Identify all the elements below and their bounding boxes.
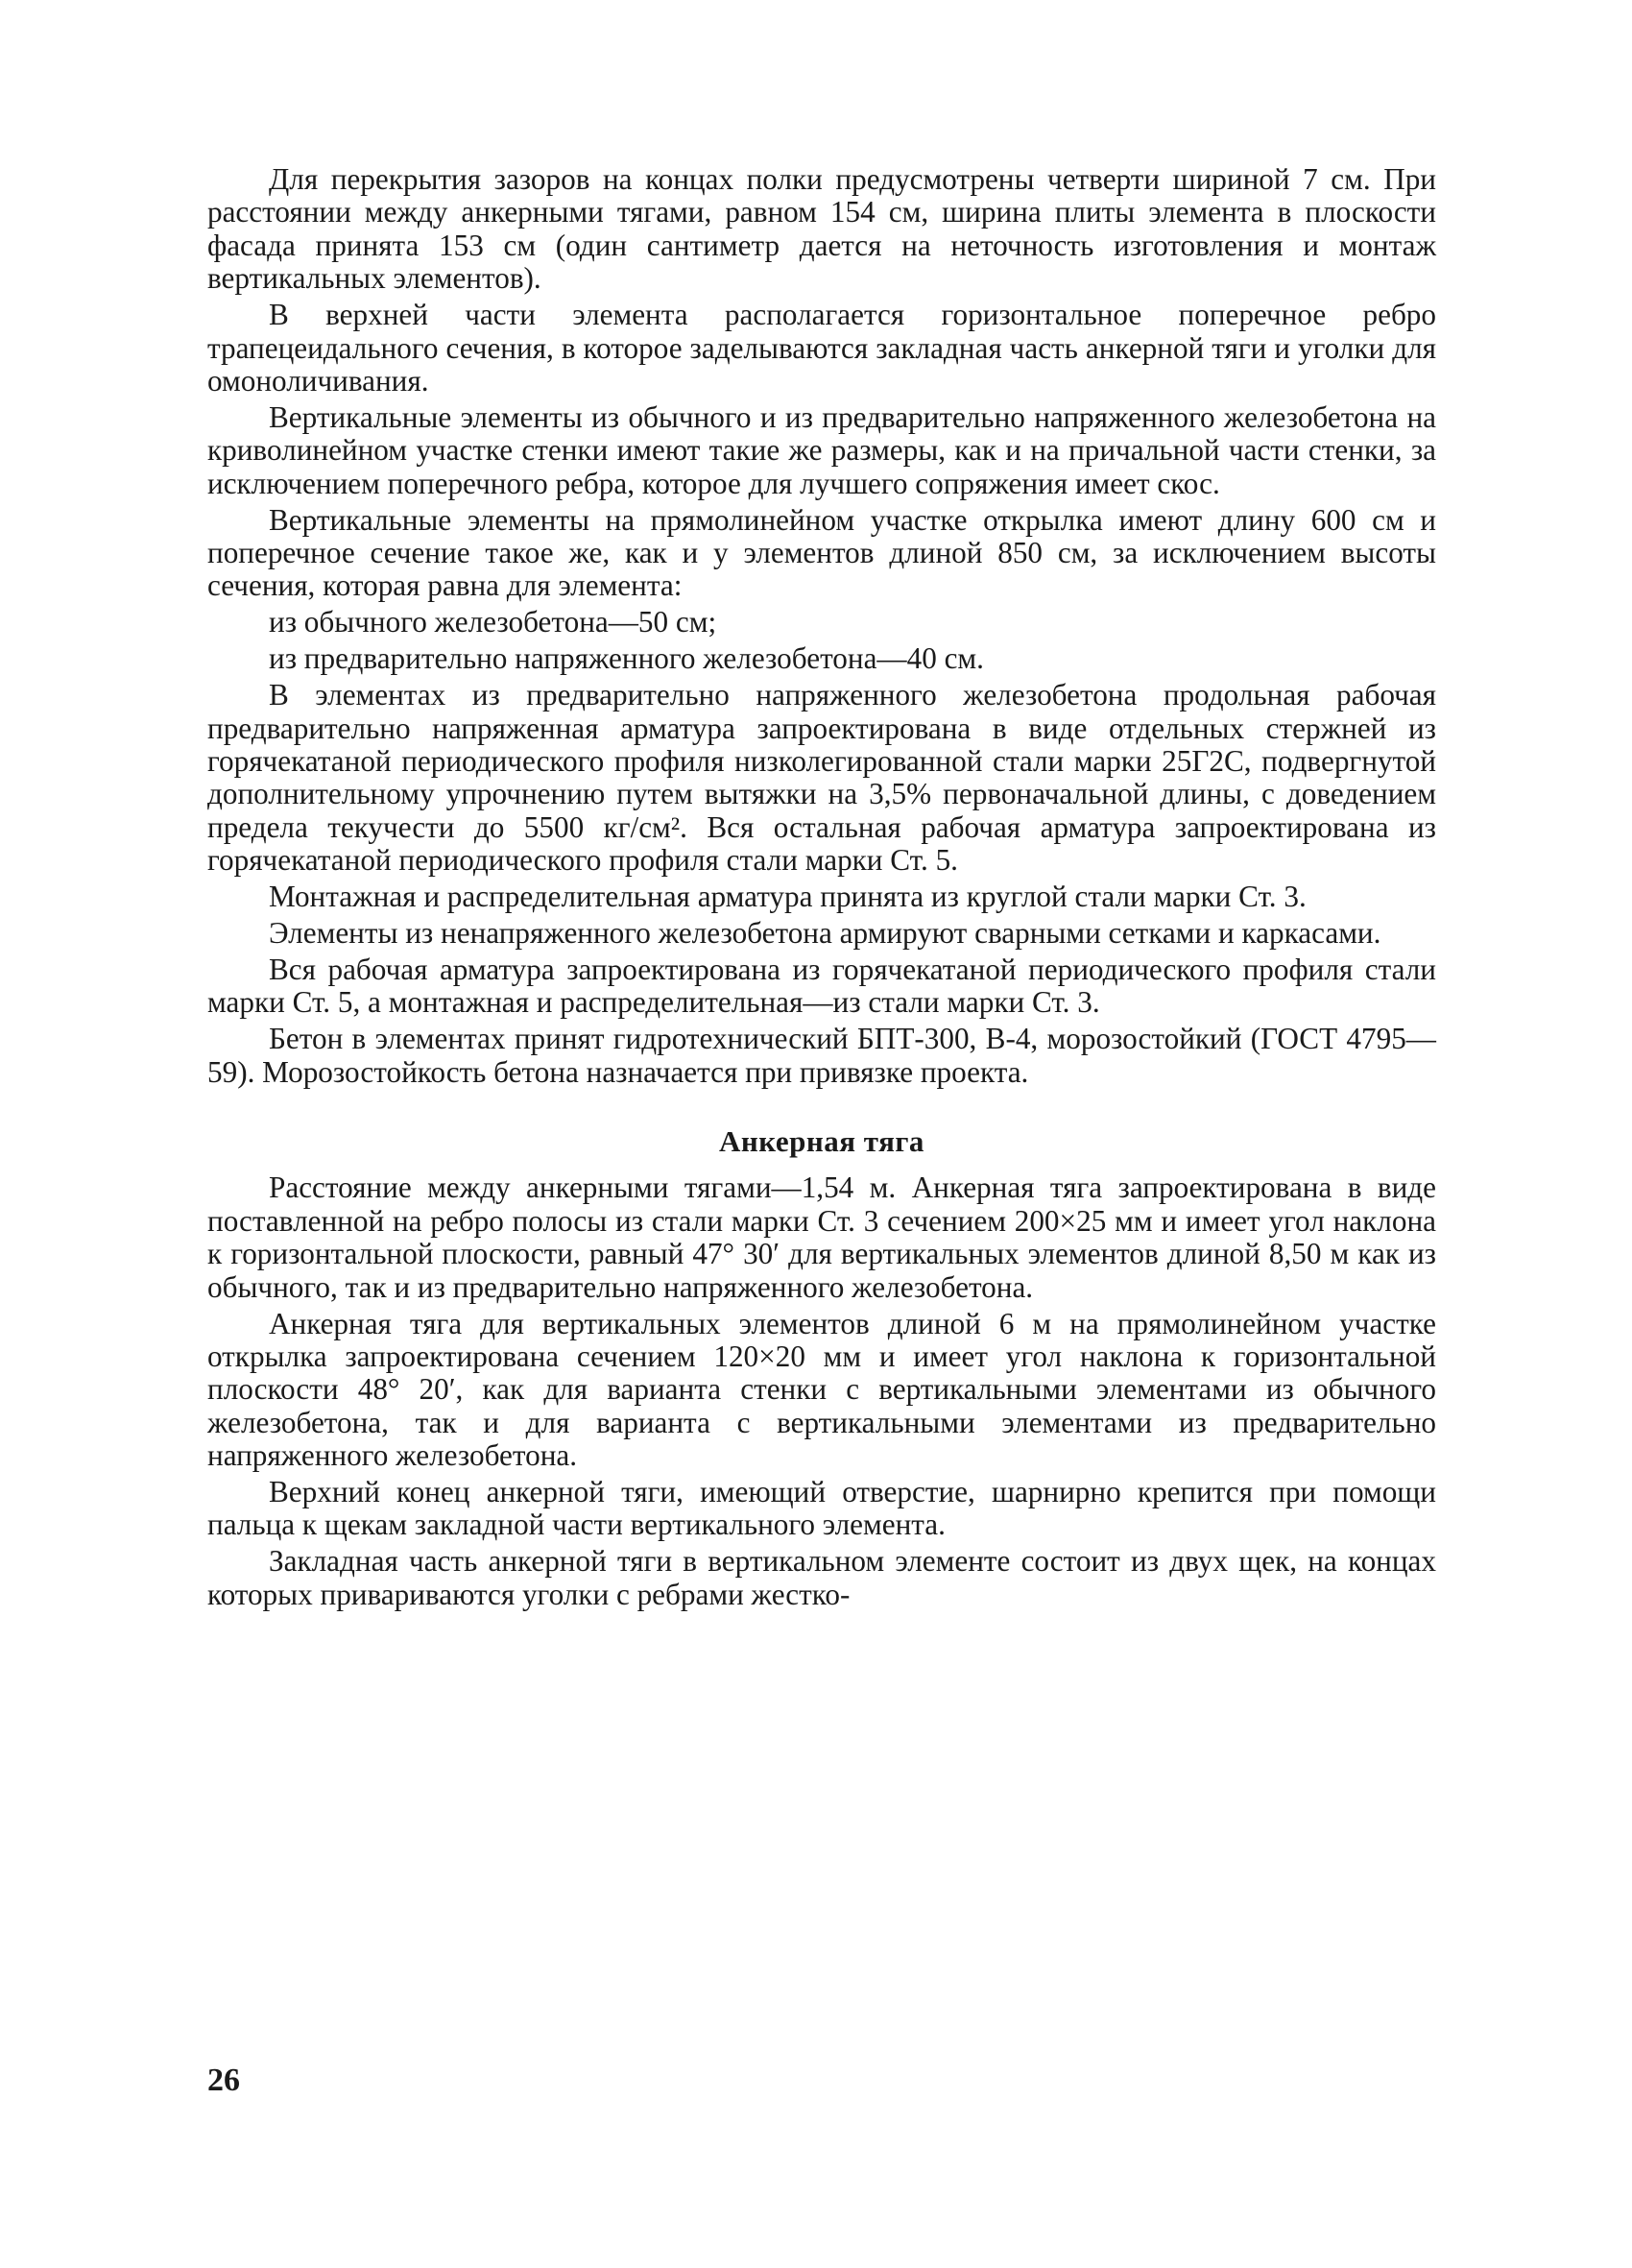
paragraph-13: Анкерная тяга для вертикальных элементов длиной 6 м на прямолинейном участке открылка запроектирована сечением 120×20 мм и имеет угол наклона к горизонтальной плоскости 48° 20′, как для варианта стенки с вертикальными элементами из обычного железобетона, так и для варианта с вертикальными элементами из предварительно напряженного железобетона. (207, 1306, 1436, 1473)
paragraph-1: Для перекрытия зазоров на концах полки предусмотрены четверти шириной 7 см. При расстоянии между анкерными тягами, равном 154 см, ширина плиты элемента в плоскости фасада принята 153 см (один сантиметр дается на неточность изготовления и монтаж вертикальных элементов). (207, 162, 1436, 296)
paragraph-6: из предварительно напряженного железобетона—40 см. (269, 641, 984, 676)
paragraph-2: В верхней части элемента располагается горизонтальное поперечное ребро трапецеидального сечения, в которое заделываются закладная часть анкерной тяги и уголки для омоноличивания. (207, 298, 1436, 398)
paragraph-12: Расстояние между анкерными тягами—1,54 м. Анкерная тяга запроектирована в виде поставленной на ребро полосы из стали марки Ст. 3 сечением 200×25 мм и имеет угол наклона к горизонтальной плоскости, равный 47° 30′ для вертикальных элементов длиной 8,50 м как из обычного, так и из предварительно напряженного железобетона. (207, 1170, 1436, 1304)
paragraph-8: Монтажная и распределительная арматура принята из круглой стали марки Ст. 3. (269, 880, 1307, 914)
section-heading: Анкерная тяга (719, 1123, 924, 1158)
paragraph-14: Верхний конец анкерной тяги, имеющий отверстие, шарнирно крепится при помощи пальца к щекам закладной части вертикального элемента. (207, 1475, 1436, 1542)
paragraph-3: Вертикальные элементы из обычного и из предварительно напряженного железобетона на криволинейном участке стенки имеют такие же размеры, как и на причальной части стенки, за исключением поперечного ребра, которое для лучшего сопряжения имеет скос. (207, 399, 1436, 500)
paragraph-5: из обычного железобетона—50 см; (269, 605, 717, 639)
paragraph-10: Вся рабочая арматура запроектирована из горячекатаной периодического профиля стали марки Ст. 5, а монтажная и распределительная—из стали марки Ст. 3. (207, 952, 1436, 1020)
paragraph-9: Элементы из ненапряженного железобетона армируют сварными сетками и каркасами. (269, 915, 1381, 950)
paragraph-11: Бетон в элементах принят гидротехнический БПТ-300, В-4, морозостойкий (ГОСТ 4795—59). Морозостойкость бетона назначается при привязке проекта. (207, 1022, 1436, 1089)
paragraph-7: В элементах из предварительно напряженного железобетона продольная рабочая предварительно напряженная арматура запроектирована в виде отдельных стержней из горячекатаной периодического профиля низколегированной стали марки 25Г2С, подвергнутой дополнительному упрочнению путем вытяжки на 3,5% первоначальной длины, с доведением предела текучести до 5500 кг/см². Вся остальная рабочая арматура запроектирована из горячекатаной периодического профиля стали марки Ст. 5. (207, 678, 1436, 878)
page-number: 26 (207, 2063, 240, 2098)
paragraph-15: Закладная часть анкерной тяги в вертикальном элементе состоит из двух щек, на концах которых привариваются уголки с ребрами жестко- (207, 1544, 1436, 1611)
paragraph-4: Вертикальные элементы на прямолинейном участке открылка имеют длину 600 см и поперечное сечение такое же, как и у элементов длиной 850 см, за исключением высоты сечения, которая равна для элемента: (207, 502, 1436, 603)
page-body (207, 163, 1436, 1615)
